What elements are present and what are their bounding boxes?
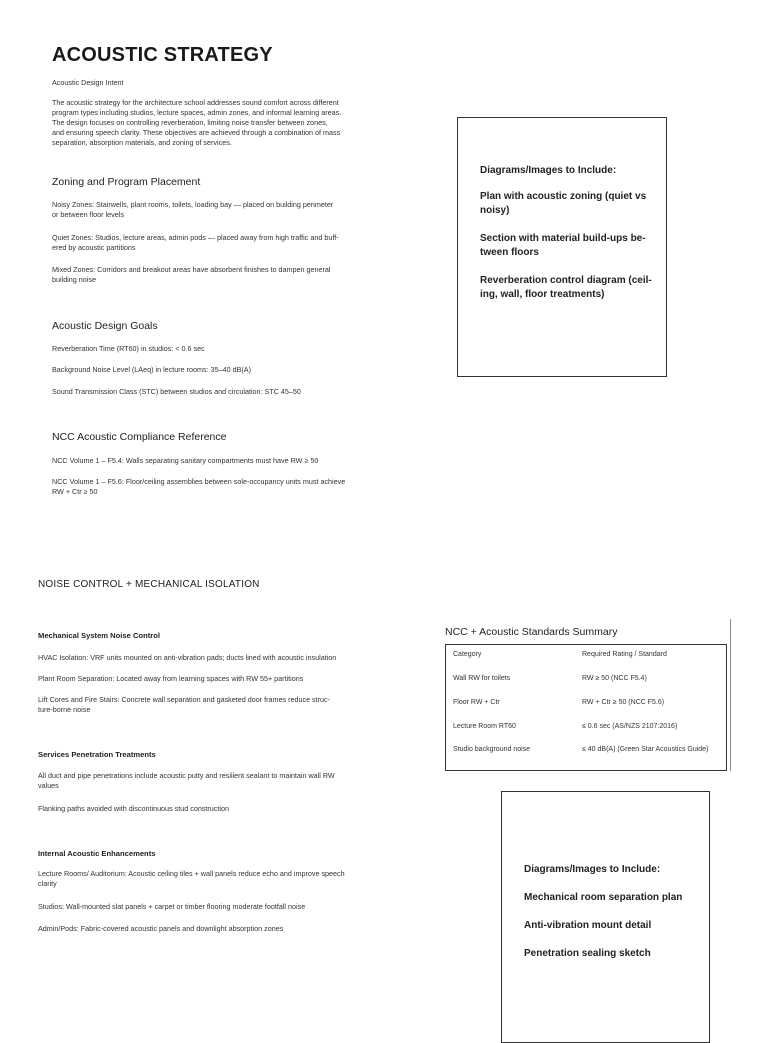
table-row xyxy=(446,746,726,770)
table-row xyxy=(446,699,726,723)
table-title: NCC + Acoustic Standards Summary xyxy=(445,626,618,638)
intro-line: program types including studios, lecture spaces, admin zones, and informal learning areas. xyxy=(52,108,342,117)
table-cell: RW ≥ 50 (NCC F5.4) xyxy=(582,675,647,682)
table-cell: Wall RW for toilets xyxy=(453,675,511,682)
box-heading: Diagrams/Images to Include: xyxy=(524,864,661,875)
goal-item: Background Noise Level (LAeq) in lecture rooms: 35–40 dB(A) xyxy=(52,365,251,374)
internal-line: Studios: Wall-mounted slat panels + carpet or timber flooring moderate footfall noise xyxy=(38,902,306,911)
box-line: Section with material build-ups be- xyxy=(480,233,646,244)
internal-item xyxy=(38,902,305,912)
box-line: Mechanical room separation plan xyxy=(524,892,683,903)
table-cell: ≤ 0.6 sec (AS/NZS 2107:2016) xyxy=(582,723,678,730)
mech-line: Plant Room Separation: Located away from learning spaces with RW 55+ partitions xyxy=(38,674,304,683)
box-line: Penetration sealing sketch xyxy=(524,948,651,959)
goal-item: Reverberation Time (RT60) in studios: < 0.6 sec xyxy=(52,344,205,353)
zoning-item xyxy=(52,233,339,253)
diagrams-box-1 xyxy=(457,117,667,377)
table-header-cell: Category xyxy=(453,651,482,658)
mech-item xyxy=(38,653,336,663)
table-cell: Lecture Room RT60 xyxy=(453,723,516,730)
intro-label: Acoustic Design Intent xyxy=(52,78,124,87)
zoning-line: Quiet Zones: Studios, lecture areas, admin pods — placed away from high traffic and buff- xyxy=(52,233,339,242)
table-header-cell: Required Rating / Standard xyxy=(582,651,667,658)
mech-heading: Mechanical System Noise Control xyxy=(38,631,160,640)
services-line: Flanking paths avoided with discontinuous stud construction xyxy=(38,804,229,813)
ncc-item xyxy=(52,456,318,466)
intro-line: The acoustic strategy for the architecture school addresses sound comfort across different xyxy=(52,98,339,107)
internal-line: clarity xyxy=(38,879,57,888)
services-heading: Services Penetration Treatments xyxy=(38,750,156,759)
table-row xyxy=(446,675,726,699)
intro-line: The design focuses on controlling reverberation, limiting noise transfer between zones, xyxy=(52,118,328,127)
zoning-line: building noise xyxy=(52,275,96,284)
ncc-item xyxy=(52,477,345,497)
box-line: Reverberation control diagram (ceil- xyxy=(480,275,652,286)
goals-heading: Acoustic Design Goals xyxy=(52,320,158,332)
standards-table xyxy=(445,644,727,771)
table-cell: Studio background noise xyxy=(453,746,531,753)
internal-heading: Internal Acoustic Enhancements xyxy=(38,849,156,858)
diagrams-box-2 xyxy=(501,791,710,1043)
ncc-line: RW + Ctr ≥ 50 xyxy=(52,487,98,496)
zoning-line: or between floor levels xyxy=(52,210,124,219)
divider xyxy=(730,619,731,771)
mech-line: Lift Cores and Fire Stairs: Concrete wall separation and gasketed door frames reduce struc- xyxy=(38,695,331,704)
ncc-line: NCC Volume 1 – F5.4: Walls separating sanitary compartments must have RW ≥ 50 xyxy=(52,456,319,465)
box-line: Plan with acoustic zoning (quiet vs xyxy=(480,191,647,202)
box-line: noisy) xyxy=(480,205,510,216)
box-heading: Diagrams/Images to Include: xyxy=(480,165,617,176)
box-line: tween floors xyxy=(480,247,539,258)
box-line: Anti-vibration mount detail xyxy=(524,920,652,931)
zoning-line: ered by acoustic partitions xyxy=(52,243,136,252)
services-item xyxy=(38,804,229,814)
ncc-heading: NCC Acoustic Compliance Reference xyxy=(52,431,227,443)
mech-item xyxy=(38,674,303,684)
zoning-line: Mixed Zones: Corridors and breakout areas have absorbent finishes to dampen general xyxy=(52,265,331,274)
mech-item xyxy=(38,695,330,715)
table-cell: RW + Ctr ≥ 50 (NCC F5.6) xyxy=(582,699,665,706)
box-line: ing, wall, floor treatments) xyxy=(480,289,605,300)
page-title: ACOUSTIC STRATEGY xyxy=(52,44,273,66)
table-row xyxy=(446,723,726,747)
table-cell: Floor RW + Ctr xyxy=(453,699,500,706)
ncc-line: NCC Volume 1 – F5.6: Floor/ceiling assemblies between sole-occupancy units must achieve xyxy=(52,477,346,486)
goal-item: Sound Transmission Class (STC) between studios and circulation: STC 45–50 xyxy=(52,387,301,396)
section-title: NOISE CONTROL + MECHANICAL ISOLATION xyxy=(38,579,260,590)
mech-line: ture-borne noise xyxy=(38,705,91,714)
intro-paragraph xyxy=(52,98,341,148)
zoning-item xyxy=(52,200,333,220)
zoning-item xyxy=(52,265,330,285)
services-line: values xyxy=(38,781,59,790)
zoning-line: Noisy Zones: Stairwells, plant rooms, toilets, loading bay — placed on building perimeter xyxy=(52,200,334,209)
internal-item xyxy=(38,924,283,934)
intro-line: and ensuring speech clarity. These objectives are achieved through a combination of mass xyxy=(52,128,341,137)
internal-item xyxy=(38,869,345,889)
intro-line: separation, absorption materials, and zoning of services. xyxy=(52,138,232,147)
table-cell: ≤ 40 dB(A) (Green Star Acoustics Guide) xyxy=(582,746,709,753)
services-line: All duct and pipe penetrations include acoustic putty and resilient sealant to maintain wall RW xyxy=(38,771,335,780)
zoning-heading: Zoning and Program Placement xyxy=(52,176,201,188)
internal-line: Admin/Pods: Fabric-covered acoustic panels and downlight absorption zones xyxy=(38,924,284,933)
internal-line: Lecture Rooms/ Auditorium: Acoustic ceiling tiles + wall panels reduce echo and improve speech xyxy=(38,869,345,878)
services-item xyxy=(38,771,335,791)
mech-line: HVAC Isolation: VRF units mounted on anti-vibration pads; ducts lined with acoustic insulation xyxy=(38,653,337,662)
table-header-row xyxy=(446,651,726,675)
